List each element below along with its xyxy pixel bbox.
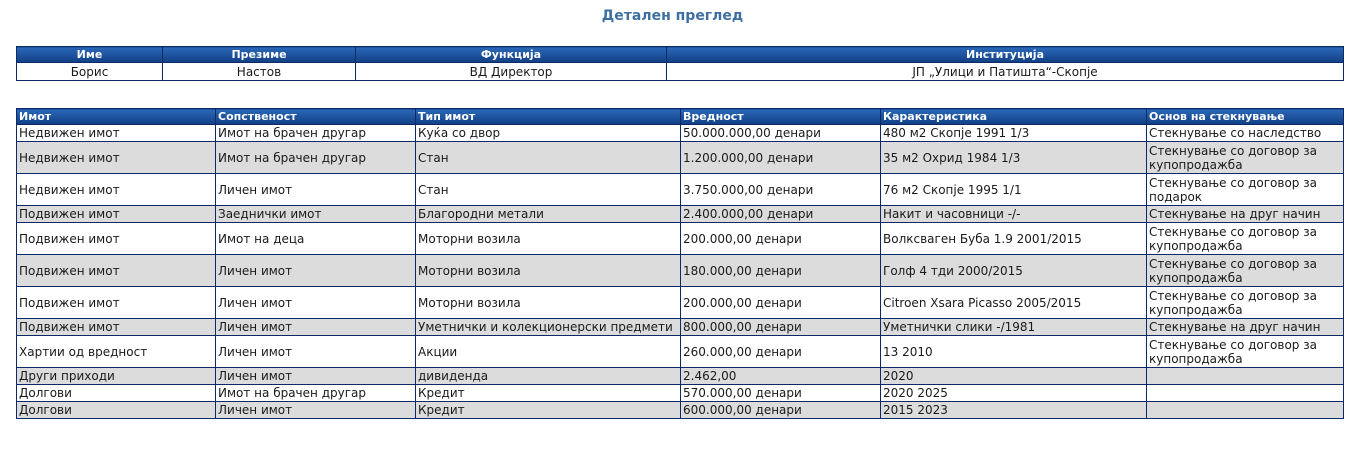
- table-row: [17, 368, 1344, 385]
- assets-header-row: [17, 109, 1344, 125]
- characteristic-cell: 480 м2 Скопје 1991 1/3: [881, 125, 1147, 142]
- ownership-cell: Личен имот: [216, 336, 416, 368]
- asset-type-cell: Стан: [416, 174, 681, 206]
- asset-cell: Подвижен имот: [17, 206, 216, 223]
- ownership-cell: Личен имот: [216, 255, 416, 287]
- col-header-acquisition-basis: Основ на стекнување: [1147, 109, 1344, 125]
- col-header-asset-type: Тип имот: [416, 109, 681, 125]
- acquisition-basis-cell: [1147, 385, 1344, 402]
- value-cell: 3.750.000,00 денари: [681, 174, 881, 206]
- ownership-cell: Заеднички имот: [216, 206, 416, 223]
- table-row: [17, 319, 1344, 336]
- person-header-row: [17, 47, 1344, 63]
- asset-cell: Долгови: [17, 402, 216, 419]
- col-header-characteristic: Карактеристика: [881, 109, 1147, 125]
- table-row: [17, 255, 1344, 287]
- table-row: [17, 287, 1344, 319]
- characteristic-cell: Citroen Xsara Picasso 2005/2015: [881, 287, 1147, 319]
- characteristic-cell: Голф 4 тди 2000/2015: [881, 255, 1147, 287]
- asset-cell: Хартии од вредност: [17, 336, 216, 368]
- asset-type-cell: Моторни возила: [416, 223, 681, 255]
- value-cell: 2.462,00: [681, 368, 881, 385]
- first-name-cell: Борис: [17, 63, 163, 81]
- institution-cell: ЈП „Улици и Патишта“-Скопје: [667, 63, 1344, 81]
- col-header-function: Функција: [356, 47, 667, 63]
- table-row: [17, 402, 1344, 419]
- person-table: [16, 46, 1344, 81]
- assets-table: [16, 108, 1344, 419]
- asset-cell: Долгови: [17, 385, 216, 402]
- characteristic-cell: Волксваген Буба 1.9 2001/2015: [881, 223, 1147, 255]
- col-header-institution: Институција: [667, 47, 1344, 63]
- characteristic-cell: 13 2010: [881, 336, 1147, 368]
- col-header-value: Вредност: [681, 109, 881, 125]
- last-name-cell: Настов: [163, 63, 356, 81]
- value-cell: 600.000,00 денари: [681, 402, 881, 419]
- ownership-cell: Личен имот: [216, 174, 416, 206]
- ownership-cell: Имот на брачен другар: [216, 142, 416, 174]
- asset-type-cell: Кредит: [416, 385, 681, 402]
- acquisition-basis-cell: Стекнување со наследство: [1147, 125, 1344, 142]
- col-header-ownership: Сопственост: [216, 109, 416, 125]
- asset-type-cell: Акции: [416, 336, 681, 368]
- value-cell: 1.200.000,00 денари: [681, 142, 881, 174]
- asset-type-cell: дивиденда: [416, 368, 681, 385]
- asset-type-cell: Куќа со двор: [416, 125, 681, 142]
- table-row: [17, 223, 1344, 255]
- characteristic-cell: 76 м2 Скопје 1995 1/1: [881, 174, 1147, 206]
- ownership-cell: Имот на брачен другар: [216, 385, 416, 402]
- asset-type-cell: Благородни метали: [416, 206, 681, 223]
- acquisition-basis-cell: Стекнување со договор за купопродажба: [1147, 223, 1344, 255]
- ownership-cell: Имот на брачен другар: [216, 125, 416, 142]
- value-cell: 800.000,00 денари: [681, 319, 881, 336]
- characteristic-cell: 2020: [881, 368, 1147, 385]
- ownership-cell: Личен имот: [216, 368, 416, 385]
- characteristic-cell: 2015 2023: [881, 402, 1147, 419]
- value-cell: 200.000,00 денари: [681, 287, 881, 319]
- asset-type-cell: Моторни возила: [416, 255, 681, 287]
- value-cell: 50.000.000,00 денари: [681, 125, 881, 142]
- asset-cell: Недвижен имот: [17, 142, 216, 174]
- ownership-cell: Имот на деца: [216, 223, 416, 255]
- acquisition-basis-cell: Стекнување со договор за купопродажба: [1147, 336, 1344, 368]
- asset-type-cell: Уметнички и колекционерски предмети: [416, 319, 681, 336]
- col-header-asset: Имот: [17, 109, 216, 125]
- asset-type-cell: Кредит: [416, 402, 681, 419]
- characteristic-cell: Уметнички слики -/1981: [881, 319, 1147, 336]
- value-cell: 570.000,00 денари: [681, 385, 881, 402]
- characteristic-cell: 2020 2025: [881, 385, 1147, 402]
- characteristic-cell: 35 м2 Охрид 1984 1/3: [881, 142, 1147, 174]
- asset-type-cell: Моторни возила: [416, 287, 681, 319]
- acquisition-basis-cell: Стекнување на друг начин: [1147, 206, 1344, 223]
- value-cell: 2.400.000,00 денари: [681, 206, 881, 223]
- table-row: [17, 142, 1344, 174]
- col-header-last-name: Презиме: [163, 47, 356, 63]
- col-header-first-name: Име: [17, 47, 163, 63]
- value-cell: 260.000,00 денари: [681, 336, 881, 368]
- table-row: [17, 206, 1344, 223]
- acquisition-basis-cell: [1147, 402, 1344, 419]
- asset-type-cell: Стан: [416, 142, 681, 174]
- asset-cell: Недвижен имот: [17, 174, 216, 206]
- table-row: [17, 125, 1344, 142]
- acquisition-basis-cell: [1147, 368, 1344, 385]
- acquisition-basis-cell: Стекнување на друг начин: [1147, 319, 1344, 336]
- table-row: [17, 336, 1344, 368]
- person-row: [17, 63, 1344, 81]
- asset-cell: Подвижен имот: [17, 255, 216, 287]
- acquisition-basis-cell: Стекнување со договор за купопродажба: [1147, 287, 1344, 319]
- ownership-cell: Личен имот: [216, 319, 416, 336]
- ownership-cell: Личен имот: [216, 402, 416, 419]
- characteristic-cell: Накит и часовници -/-: [881, 206, 1147, 223]
- value-cell: 200.000,00 денари: [681, 223, 881, 255]
- table-row: [17, 174, 1344, 206]
- asset-cell: Подвижен имот: [17, 223, 216, 255]
- acquisition-basis-cell: Стекнување со договор за купопродажба: [1147, 142, 1344, 174]
- asset-cell: Недвижен имот: [17, 125, 216, 142]
- function-cell: ВД Директор: [356, 63, 667, 81]
- asset-cell: Подвижен имот: [17, 287, 216, 319]
- asset-cell: Други приходи: [17, 368, 216, 385]
- acquisition-basis-cell: Стекнување со договор за купопродажба: [1147, 255, 1344, 287]
- page-title: Детален преглед: [601, 8, 744, 24]
- ownership-cell: Личен имот: [216, 287, 416, 319]
- value-cell: 180.000,00 денари: [681, 255, 881, 287]
- asset-cell: Подвижен имот: [17, 319, 216, 336]
- acquisition-basis-cell: Стекнување со договор за подарок: [1147, 174, 1344, 206]
- table-row: [17, 385, 1344, 402]
